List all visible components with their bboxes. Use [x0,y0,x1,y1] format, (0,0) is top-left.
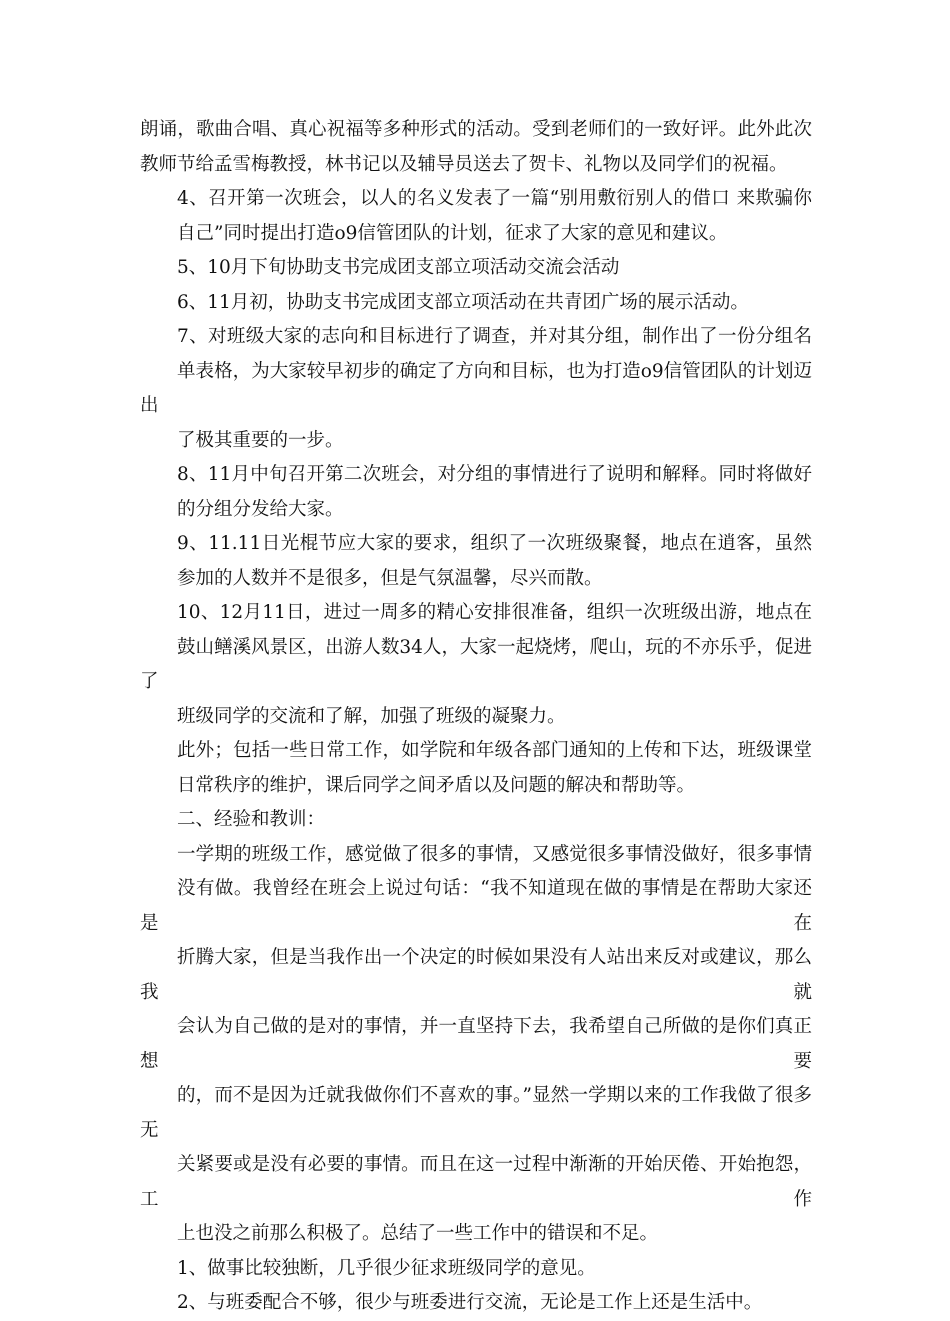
text-line: 鼓山鳝溪风景区，出游人数34人，大家一起烧烤，爬山，玩的不亦乐乎，促进了 [140,636,812,692]
paragraph [140,838,812,1252]
paragraph [140,320,812,458]
paragraph [140,803,812,838]
text-line: 单表格，为大家较早初步的确定了方向和目标，也为打造o9信管团队的计划迈出 [140,360,812,416]
text-line: 参加的人数并不是很多，但是气氛温馨，尽兴而散。 [177,567,603,589]
paragraph [140,113,812,182]
paragraph [140,286,812,321]
text-line: 自己”同时提出打造o9信管团队的计划，征求了大家的意见和建议。 [177,222,728,244]
paragraph [140,527,812,596]
text-line: 了极其重要的一步。 [177,429,344,451]
text-line: 6、11月初，协助支书完成团支部立项活动在共青团广场的展示活动。 [177,291,749,313]
text-line: 7、对班级大家的志向和目标进行了调查，并对其分组，制作出了一份分组名 [177,326,812,347]
text-line: 朗诵，歌曲合唱、真心祝福等多种形式的活动。受到老师们的一致好评。此外此次 [140,119,812,140]
paragraph [140,251,812,286]
text-line: 10、12月11日，进过一周多的精心安排很准备，组织一次班级出游，地点在 [177,602,812,623]
paragraph [140,458,812,527]
text-line: 8、11月中旬召开第二次班会，对分组的事情进行了说明和解释。同时将做好 [177,464,812,485]
text-line: 二、经验和教训： [177,809,326,830]
text-line: 的，而不是因为迁就我做你们不喜欢的事。”显然一学期以来的工作我做了很多无 [140,1085,812,1141]
text-line: 4、召开第一次班会，以人的名义发表了一篇“别用敷衍别人的借口 来欺骗你 [177,188,812,209]
text-line: 关紧要或是没有必要的事情。而且在这一过程中渐渐的开始厌倦、开始抱怨，工作 [140,1154,812,1210]
text-line: 教师节给孟雪梅教授，林书记以及辅导员送去了贺卡、礼物以及同学们的祝福。 [140,153,788,175]
paragraph [140,182,812,251]
paragraph [140,1286,812,1321]
text-line: 日常秩序的维护，课后同学之间矛盾以及问题的解决和帮助等。 [177,774,696,796]
paragraph [140,1252,812,1287]
text-line: 一学期的班级工作，感觉做了很多的事情，又感觉很多事情没做好，很多事情 [177,843,812,865]
text-line: 的分组分发给大家。 [177,498,344,520]
text-line: 折腾大家，但是当我作出一个决定的时候如果没有人站出来反对或建议，那么我就 [140,947,812,1003]
paragraph [140,596,812,734]
document-body [140,113,812,1321]
text-line: 此外；包括一些日常工作，如学院和年级各部门通知的上传和下达，班级课堂 [177,740,812,761]
text-line: 班级同学的交流和了解，加强了班级的凝聚力。 [177,705,566,727]
text-line: 会认为自己做的是对的事情，并一直坚持下去，我希望自己所做的是你们真正想要 [140,1016,812,1072]
paragraph [140,734,812,803]
text-line: 9、11.11日光棍节应大家的要求，组织了一次班级聚餐，地点在逍客，虽然 [177,533,812,554]
text-line: 5、10月下旬协助支书完成团支部立项活动交流会活动 [177,257,620,278]
text-line: 1、做事比较独断，几乎很少征求班级同学的意见。 [177,1257,596,1279]
text-line: 2、与班委配合不够，很少与班委进行交流，无论是工作上还是生活中。 [177,1292,763,1313]
text-line: 没有做。我曾经在班会上说过句话：“我不知道现在做的事情是在帮助大家还是在 [140,878,812,934]
text-line: 上也没之前那么积极了。总结了一些工作中的错误和不足。 [177,1223,659,1244]
